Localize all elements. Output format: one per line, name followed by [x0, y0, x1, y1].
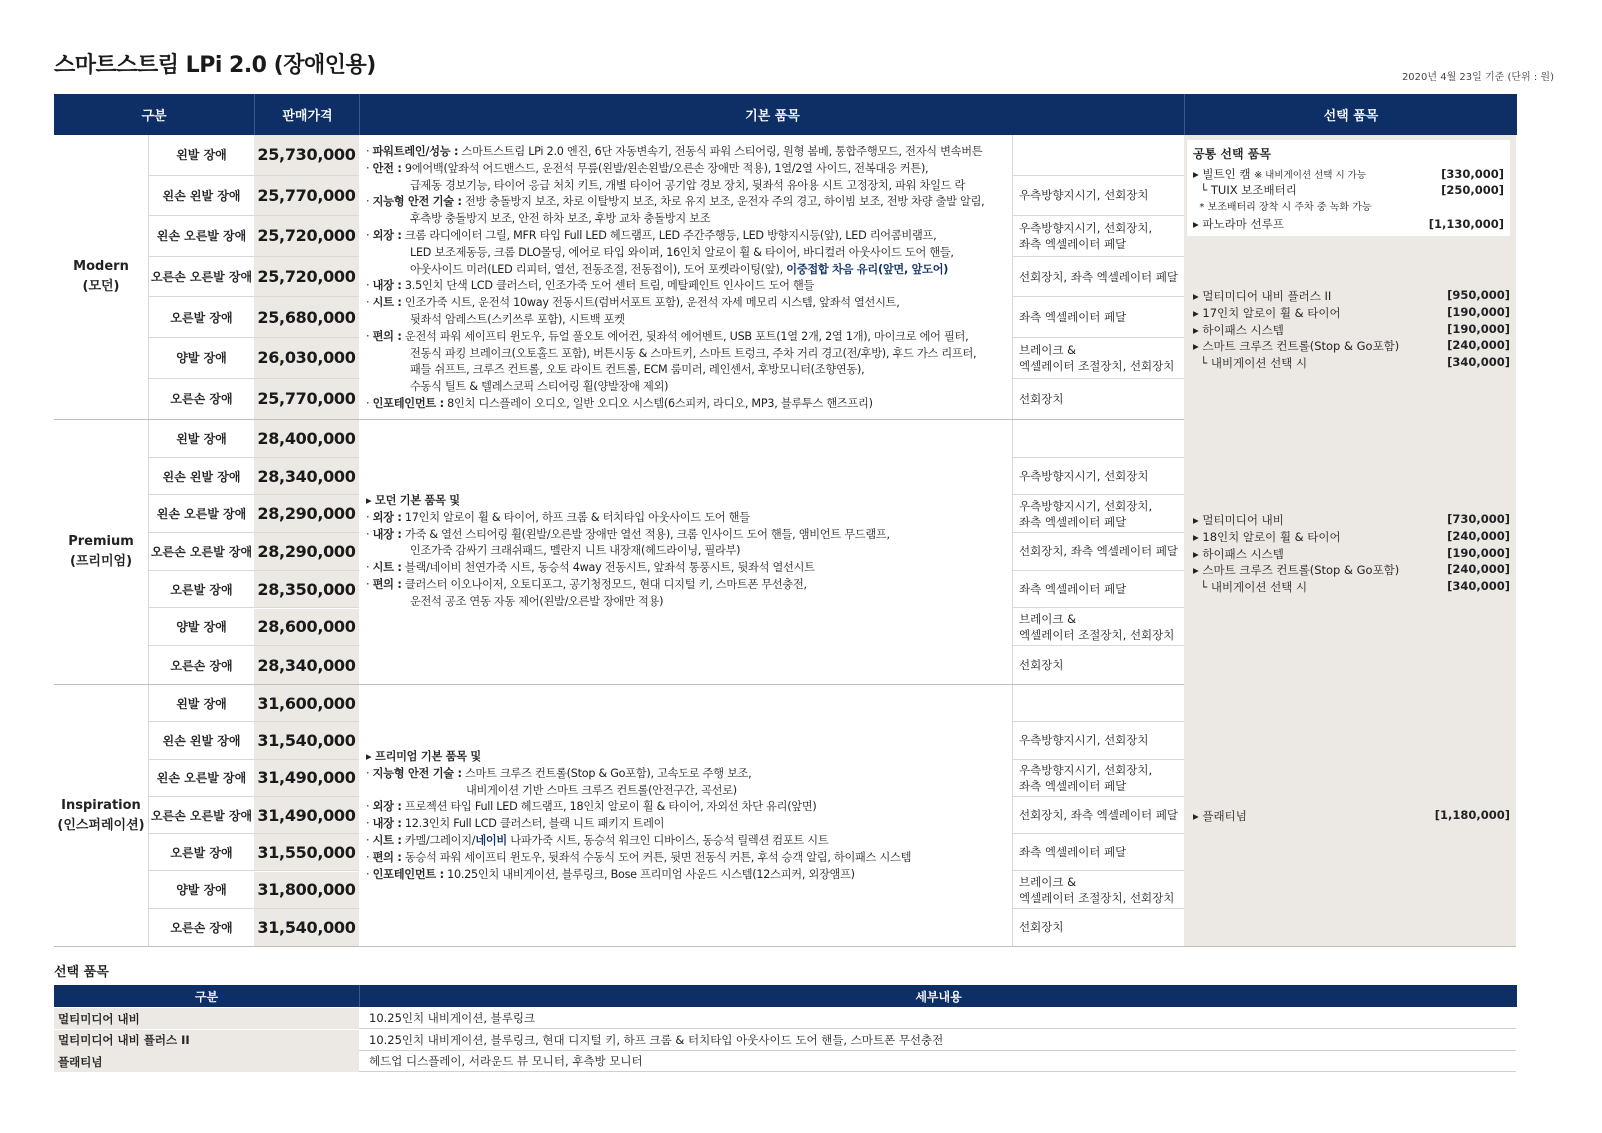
basic-text: 8인치 디스플레이 오디오, 일반 오디오 시스템(6스피커, 라디오, MP3, 블루투스 핸즈프리) [443, 396, 873, 410]
basic-text: 블랙/네이비 천연가죽 시트, 동승석 4way 전동시트, 앞좌석 통풍시트, 뒷좌석 열선시트 [401, 561, 815, 575]
basic-highlight: 이중접합 차음 유리(앞면, 앞도어) [786, 262, 949, 276]
extra-equipment: 우측방향지시기, 선회장치, 좌측 엑셀레이터 페달 [1013, 760, 1184, 797]
basic-line [366, 245, 1006, 262]
extra-equipment: 선회장치 [1019, 658, 1064, 673]
extra-equipment [1013, 135, 1184, 176]
common-option-price: [330,000] [1441, 167, 1504, 181]
trim-label: 오른발 장애 [149, 571, 254, 609]
basic-text: 동승석 파워 세이프티 윈도우, 뒷좌석 수동식 도어 커튼, 뒷면 전동식 커튼, 후석 승객 알림, 하이패스 시스템 [401, 850, 912, 864]
basic-line: · 내장 : 12.3인치 Full LCD 클러스터, 블랙 니트 패키지 트레이 [366, 817, 665, 831]
basic-category: 시트 : [372, 833, 402, 847]
common-option-name: * 보조배터리 장착 시 주차 중 녹화 가능 [1193, 202, 1372, 213]
basic-category: 편의 : [372, 850, 402, 864]
basic-line [366, 594, 1006, 611]
common-option-name: └ TUIX 보조배터리 [1193, 183, 1297, 197]
basic-text: 가죽 & 열선 스티어링 휠(왼발/오른발 장애만 열선 적용), 크롬 인사이드 도어 핸들, 앰비언트 무드램프, [401, 527, 890, 541]
price-value: 25,730,000 [254, 135, 359, 176]
basic-category: 외장 : [372, 228, 402, 242]
option-price: [340,000] [1447, 579, 1510, 594]
extra-equipment: 선회장치, 좌측 엑셀레이터 페달 [1013, 797, 1184, 834]
option-name: ▸ 17인치 알로이 휠 & 타이어 [1193, 305, 1341, 320]
common-option-price: [250,000] [1441, 183, 1504, 197]
basic-line [366, 783, 1006, 800]
option-name: ▸ 스마트 크루즈 컨트롤(Stop & Go포함) [1193, 563, 1400, 578]
extra-equipment: 브레이크 & 엑셀레이터 조절장치, 선회장치 [1013, 872, 1184, 909]
option-name: ▸ 플래티넘 [1193, 809, 1247, 823]
basic-line [366, 312, 1006, 329]
basic-text: 12.3인치 Full LCD 클러스터, 블랙 니트 패키지 트레이 [401, 817, 665, 831]
basic-items-modern [366, 144, 1006, 413]
trim-label: 오른손 오른발 장애 [149, 257, 254, 298]
extra-equipment: 브레이크 & 엑셀레이터 조절장치, 선회장치 [1013, 609, 1184, 647]
option-table-name: 플래티넘 [54, 1051, 359, 1072]
basic-line: · 지능형 안전 기술 : 전방 충돌방지 보조, 차로 이탈방지 보조, 차로 유지 보조, 운전자 주의 경고, 하이빔 보조, 전방 차량 출발 알림, [366, 195, 985, 209]
trim-label: 왼손 오른발 장애 [149, 760, 254, 797]
basic-line [366, 346, 1006, 363]
header-basic: 기본 품목 [359, 94, 1185, 135]
basic-text: 뒷좌석 암레스트(스키쓰루 포함), 시트백 포켓 [410, 312, 625, 326]
trim-label: 양발 장애 [149, 872, 254, 909]
basic-text: 패들 쉬프트, 크루즈 컨트롤, 오토 라이트 컨트롤, ECM 룸미러, 레인센서, 후방모니터(조향연동), [410, 363, 865, 377]
extra-equipment: 우측방향지시기, 선회장치 [1013, 458, 1184, 496]
basic-category: 내장 : [372, 527, 402, 541]
option-price: [340,000] [1447, 355, 1510, 370]
basic-text: 수동식 틸트 & 텔레스코픽 스티어링 휠(양발장애 제외) [410, 380, 669, 394]
trim-label: 왼손 오른발 장애 [149, 216, 254, 257]
basic-text: 카멜/그레이지/ [401, 833, 476, 847]
trim-label: 왼손 왼발 장애 [149, 722, 254, 759]
extra-equipment: 브레이크 & 엑셀레이터 조절장치, 선회장치 [1013, 338, 1184, 379]
common-option-name: ▸ 파노라마 선루프 [1193, 217, 1284, 231]
basic-text: 전동식 파킹 브레이크(오토홀드 포함), 버튼시동 & 스마트키, 스마트 트렁크, 주차 거리 경고(전/후방), 후드 가스 리프터, [410, 346, 977, 360]
trim-label: 오른손 장애 [170, 392, 233, 407]
basic-line: · 인포테인먼트 : 8인치 디스플레이 오디오, 일반 오디오 시스템(6스피커, 라디오, MP3, 블루투스 핸즈프리) [366, 396, 873, 410]
header-grade: 구분 [54, 94, 254, 135]
option-table-header-name: 구분 [54, 985, 359, 1007]
price-value: 31,600,000 [254, 685, 359, 722]
basic-text: 후측방 충돌방지 보조, 안전 하차 보조, 후방 교차 충돌방지 보조 [410, 212, 711, 226]
basic-category: 안전 : [372, 161, 402, 175]
basic-text: 스마트스트림 LPi 2.0 엔진, 6단 자동변속기, 전동식 파워 스티어링, 원형 봄베, 통합주행모드, 전자식 변속버튼 [458, 145, 983, 158]
basic-items-premium [366, 493, 1006, 611]
basic-line [366, 211, 1006, 228]
basic-text: 나파가죽 시트, 동승석 워크인 디바이스, 동승석 릴렉션 컴포트 시트 [506, 833, 829, 847]
basic-items-inspiration [366, 749, 1006, 883]
price-value: 25,770,000 [254, 379, 359, 420]
basic-category: 지능형 안전 기술 : [372, 195, 462, 209]
basic-line: · 편의 : 운전석 파워 세이프티 윈도우, 듀얼 풀오토 에어컨, 뒷좌석 에어벤트, USB 포트(1열 2개, 2열 1개), 마이크로 에어 필터, [366, 329, 969, 343]
basic-line: · 편의 : 동승석 파워 세이프티 윈도우, 뒷좌석 수동식 도어 커튼, 뒷면 전동식 커튼, 후석 승객 알림, 하이패스 시스템 [366, 850, 912, 864]
price-value: 28,340,000 [254, 646, 359, 684]
common-option-price: [1,130,000] [1428, 217, 1504, 231]
option-price: [190,000] [1447, 304, 1510, 319]
basic-line: · 시트 : 카멜/그레이지/네이비 나파가죽 시트, 동승석 워크인 디바이스, 동승석 릴렉션 컴포트 시트 [366, 833, 829, 847]
price-value: 28,290,000 [254, 533, 359, 571]
date-note: 2020년 4월 23일 기준 (단위 : 원) [1401, 72, 1554, 83]
price-value: 25,720,000 [254, 257, 359, 298]
extra-equipment: 좌측 엑셀레이터 페달 [1013, 834, 1184, 871]
common-option-box [1187, 140, 1510, 236]
basic-category: 시트 : [372, 561, 402, 575]
basic-highlight: 네이비 [475, 833, 507, 847]
grade-modern: Modern (모던) [73, 259, 129, 294]
price-value: 31,540,000 [254, 722, 359, 759]
extra-equipment [1013, 685, 1184, 722]
header-option: 선택 품목 [1184, 94, 1517, 135]
trim-label: 양발 장애 [149, 338, 254, 379]
basic-text: LED 보조제동등, 크롬 DLO몰딩, 에어로 타입 와이퍼, 16인치 알로이 휠 & 타이어, 바디컬러 아웃사이드 도어 핸들, [410, 245, 954, 259]
common-option-name: ▸ 빌트인 캠 ※ 내비게이션 선택 시 가능 [1193, 167, 1366, 181]
extra-equipment [1013, 420, 1184, 458]
option-name: ▸ 하이패스 시스템 [1193, 322, 1284, 337]
price-value: 31,490,000 [254, 760, 359, 797]
basic-line [366, 543, 1006, 560]
option-price: [190,000] [1447, 545, 1510, 560]
basic-line: · 시트 : 블랙/네이비 천연가죽 시트, 동승석 4way 전동시트, 앞좌석 통풍시트, 뒷좌석 열선시트 [366, 561, 815, 575]
basic-text: 17인치 알로이 휠 & 타이어, 하프 크롬 & 터치타입 아웃사이드 도어 핸들 [401, 510, 750, 524]
basic-category: 인포테인먼트 : [372, 396, 444, 410]
basic-category: 지능형 안전 기술 : [372, 766, 462, 780]
basic-line: · 외장 : 크롬 라디에이터 그릴, MFR 타입 Full LED 헤드램프, LED 주간주행등, LED 방향지시등(앞), LED 리어콤비램프, [366, 228, 937, 242]
option-table-name: 멀티미디어 내비 [54, 1008, 359, 1029]
basic-line [366, 262, 1006, 279]
basic-category: 내장 : [372, 817, 402, 831]
basic-text: 운전석 파워 세이프티 윈도우, 듀얼 풀오토 에어컨, 뒷좌석 에어벤트, USB 포트(1열 2개, 2열 1개), 마이크로 에어 필터, [401, 329, 969, 343]
basic-text: 내비게이션 기반 스마트 크루즈 컨트롤(안전구간, 곡선로) [466, 783, 737, 797]
header-price: 판매가격 [254, 94, 360, 135]
basic-line: · 인포테인먼트 : 10.25인치 내비게이션, 블루링크, Bose 프리미엄 사운드 시스템(12스피커, 외장앰프) [366, 867, 855, 881]
basic-category: 외장 : [372, 510, 402, 524]
option-name: └ 내비게이션 선택 시 [1193, 356, 1308, 371]
extra-equipment: 좌측 엑셀레이터 페달 [1013, 297, 1184, 338]
price-value: 25,680,000 [254, 297, 359, 338]
extra-equipment: 선회장치 [1019, 920, 1064, 935]
trim-label: 오른손 오른발 장애 [149, 533, 254, 571]
basic-line: · 지능형 안전 기술 : 스마트 크루즈 컨트롤(Stop & Go포함), 고속도로 주행 보조, [366, 766, 752, 780]
option-price: [1,180,000] [1434, 808, 1510, 822]
basic-category: 외장 : [372, 800, 402, 814]
basic-category: 파워트레인/성능 : [372, 145, 459, 158]
extra-equipment: 좌측 엑셀레이터 페달 [1013, 571, 1184, 609]
basic-line [366, 362, 1006, 379]
basic-head: ▸ 모던 기본 품목 및 [366, 494, 460, 507]
basic-text: 전방 충돌방지 보조, 차로 이탈방지 보조, 차로 유지 보조, 운전자 주의 경고, 하이빔 보조, 전방 차량 출발 알림, [461, 195, 985, 209]
trim-label: 왼발 장애 [149, 420, 254, 458]
trim-label: 오른발 장애 [149, 297, 254, 338]
option-name: ▸ 멀티미디어 내비 [1193, 513, 1284, 527]
table-bottom-border [54, 946, 1516, 947]
price-value: 26,030,000 [254, 338, 359, 379]
option-price: [240,000] [1447, 562, 1510, 577]
trim-label: 왼발 장애 [149, 135, 254, 176]
basic-text: 인조가죽 감싸기 크래쉬패드, 멜란지 니트 내장재(헤드라이닝, 필라부) [410, 544, 741, 558]
common-option-title: 공통 선택 품목 [1193, 147, 1271, 161]
trim-label: 왼손 왼발 장애 [149, 176, 254, 217]
option-name: └ 내비게이션 선택 시 [1193, 580, 1308, 595]
price-value: 28,600,000 [254, 609, 359, 647]
basic-category: 편의 : [372, 577, 402, 591]
basic-category: 내장 : [372, 279, 402, 293]
basic-text: 클러스터 이오나이저, 오토디포그, 공기청정모드, 현대 디지털 키, 스마트폰 무선충전, [401, 577, 807, 591]
basic-text: 9에어백(앞좌석 어드밴스드, 운전석 무릎(왼발/왼손왼발/오른손 장애만 적용), 1열/2열 사이드, 전복대응 커튼), [401, 161, 929, 175]
trim-label: 왼손 왼발 장애 [149, 458, 254, 496]
trim-label: 오른발 장애 [149, 834, 254, 871]
price-value: 28,340,000 [254, 458, 359, 496]
price-value: 28,350,000 [254, 571, 359, 609]
option-table-desc: 10.25인치 내비게이션, 블루링크 [359, 1008, 1516, 1029]
basic-line [366, 178, 1006, 195]
option-price: [240,000] [1447, 528, 1510, 543]
basic-text: 3.5인치 단색 LCD 클러스터, 인조가죽 도어 센터 트림, 메탈페인트 인사이드 도어 핸들 [401, 279, 815, 293]
price-value: 31,540,000 [254, 909, 359, 946]
price-value: 25,770,000 [254, 176, 359, 217]
extra-equipment: 선회장치 [1019, 391, 1064, 406]
price-value: 31,550,000 [254, 834, 359, 871]
basic-category: 시트 : [372, 296, 402, 310]
basic-text: 스마트 크루즈 컨트롤(Stop & Go포함), 고속도로 주행 보조, [461, 766, 752, 780]
grade-premium: Premium (프리미엄) [68, 534, 134, 569]
extra-equipment: 선회장치, 좌측 엑셀레이터 페달 [1013, 533, 1184, 571]
option-price: [240,000] [1447, 338, 1510, 353]
basic-category: 인포테인먼트 : [372, 867, 444, 881]
trim-label: 오른손 장애 [170, 920, 233, 935]
common-option-note: ※ 내비게이션 선택 시 가능 [1254, 170, 1366, 181]
basic-line: · 내장 : 가죽 & 열선 스티어링 휠(왼발/오른발 장애만 열선 적용), 크롬 인사이드 도어 핸들, 앰비언트 무드램프, [366, 527, 890, 541]
basic-text: 아웃사이드 미러(LED 리피터, 열선, 전동조절, 전동접이), 도어 포켓라이팅(앞), [410, 262, 787, 276]
price-value: 28,290,000 [254, 495, 359, 533]
price-value: 25,720,000 [254, 216, 359, 257]
option-table-header-desc: 세부내용 [359, 985, 1517, 1007]
price-value: 28,400,000 [254, 420, 359, 458]
basic-line: · 외장 : 17인치 알로이 휠 & 타이어, 하프 크롬 & 터치타입 아웃사이드 도어 핸들 [366, 510, 750, 524]
basic-line: · 내장 : 3.5인치 단색 LCD 클러스터, 인조가죽 도어 센터 트림, 메탈페인트 인사이드 도어 핸들 [366, 279, 815, 293]
page-title: 스마트스트림 LPi 2.0 (장애인용) [54, 53, 376, 78]
option-table-desc: 헤드업 디스플레이, 서라운드 뷰 모니터, 후측방 모니터 [359, 1051, 1516, 1072]
price-value: 31,800,000 [254, 872, 359, 909]
basic-text: 인조가죽 시트, 운전석 10way 전동시트(럼버서포트 포함), 운전석 자세 메모리 시스템, 앞좌석 열선시트, [401, 296, 900, 310]
extra-equipment: 선회장치, 좌측 엑셀레이터 페달 [1013, 257, 1184, 298]
option-name: ▸ 멀티미디어 내비 플러스 II [1193, 289, 1332, 303]
option-table-name: 멀티미디어 내비 플러스 II [54, 1030, 359, 1051]
option-price: [190,000] [1447, 321, 1510, 336]
option-table-desc: 10.25인치 내비게이션, 블루링크, 현대 디지털 키, 하프 크롬 & 터치타입 아웃사이드 도어 핸들, 스마트폰 무선충전 [359, 1030, 1516, 1051]
basic-text: 프로젝션 타입 Full LED 헤드램프, 18인치 알로이 휠 & 타이어, 자외선 차단 유리(앞면) [401, 800, 817, 814]
extra-equipment: 우측방향지시기, 선회장치 [1013, 722, 1184, 759]
trim-label: 양발 장애 [149, 609, 254, 647]
option-section-title: 선택 품목 [54, 965, 109, 980]
extra-equipment: 우측방향지시기, 선회장치, 좌측 엑셀레이터 페달 [1013, 495, 1184, 533]
basic-line: · 파워트레인/성능 : 스마트스트림 LPi 2.0 엔진, 6단 자동변속기, 전동식 파워 스티어링, 원형 봄베, 통합주행모드, 전자식 변속버튼 [366, 145, 983, 158]
basic-head: ▸ 프리미엄 기본 품목 및 [366, 750, 481, 763]
option-name: ▸ 18인치 알로이 휠 & 타이어 [1193, 529, 1341, 544]
extra-equipment: 우측방향지시기, 선회장치, 좌측 엑셀레이터 페달 [1013, 216, 1184, 257]
trim-label: 왼발 장애 [149, 685, 254, 722]
basic-text: 급제동 경보기능, 타이어 응급 처치 키트, 개별 타이어 공기압 경보 장치, 뒷좌석 유아용 시트 고정장치, 파워 차일드 락 [410, 178, 966, 192]
basic-text: 10.25인치 내비게이션, 블루링크, Bose 프리미엄 사운드 시스템(12스피커, 외장앰프) [443, 867, 855, 881]
price-value: 31,490,000 [254, 797, 359, 834]
option-price: [950,000] [1447, 288, 1510, 302]
basic-line: · 외장 : 프로젝션 타입 Full LED 헤드램프, 18인치 알로이 휠 & 타이어, 자외선 차단 유리(앞면) [366, 800, 817, 814]
basic-text: 운전석 공조 연동 자동 제어(왼발/오른발 장애만 적용) [410, 594, 664, 608]
option-price: [730,000] [1447, 512, 1510, 526]
basic-line: · 안전 : 9에어백(앞좌석 어드밴스드, 운전석 무릎(왼발/왼손왼발/오른손 장애만 적용), 1열/2열 사이드, 전복대응 커튼), [366, 161, 929, 175]
option-name: ▸ 하이패스 시스템 [1193, 546, 1284, 561]
trim-label: 오른손 장애 [170, 658, 233, 673]
basic-text: 크롬 라디에이터 그릴, MFR 타입 Full LED 헤드램프, LED 주간주행등, LED 방향지시등(앞), LED 리어콤비램프, [401, 228, 937, 242]
option-name: ▸ 스마트 크루즈 컨트롤(Stop & Go포함) [1193, 339, 1400, 354]
trim-label: 오른손 오른발 장애 [149, 797, 254, 834]
basic-line: · 편의 : 클러스터 이오나이저, 오토디포그, 공기청정모드, 현대 디지털 키, 스마트폰 무선충전, [366, 577, 807, 591]
grade-inspiration: Inspiration (인스퍼레이션) [57, 797, 145, 833]
basic-line: · 시트 : 인조가죽 시트, 운전석 10way 전동시트(럼버서포트 포함), 운전석 자세 메모리 시스템, 앞좌석 열선시트, [366, 296, 900, 310]
basic-category: 편의 : [372, 329, 402, 343]
basic-line [366, 379, 1006, 396]
extra-equipment: 우측방향지시기, 선회장치 [1013, 176, 1184, 217]
trim-label: 왼손 오른발 장애 [149, 495, 254, 533]
